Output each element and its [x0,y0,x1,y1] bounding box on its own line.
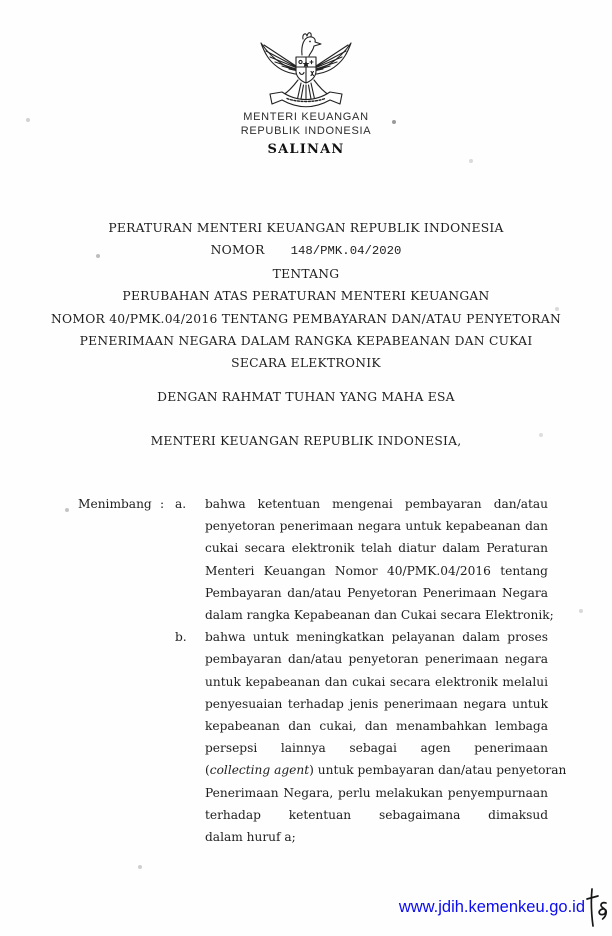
ministry-name-line2: REPUBLIK INDONESIA [240,124,372,137]
handwritten-mark [581,886,611,930]
tentang-label: TENTANG [272,266,340,281]
garuda-pancasila-emblem [257,31,355,108]
jdih-watermark-link[interactable]: www.jdih.kemenkeu.go.id [398,898,585,916]
text-line: Pembayaran dan/atau Penyetoran Penerimaan Negara [205,585,548,600]
text-line: penyesuaian terhadap jenis penerimaan negara untuk [205,696,548,711]
text-line: kepabeanan dan cukai, dan menambahkan lembaga [205,719,548,734]
text-line: terhadap ketentuan sebagaimana dimaksud [205,807,548,822]
nomor-value: 148/PMK.04/2020 [290,244,402,259]
text-line: bahwa ketentuan mengenai pembayaran dan/atau [205,497,548,511]
text-line-italic [205,759,567,781]
text-line: Menteri Keuangan Nomor 40/PMK.04/2016 tentang [205,563,548,578]
paren-open: ( [205,763,210,778]
subject-line: PERUBAHAN ATAS PERATURAN MENTERI KEUANGAN [122,289,490,304]
text-line: persepsi lainnya sebagai agen penerimaan [205,741,548,756]
authority-line: MENTERI KEUANGAN REPUBLIK INDONESIA, [150,434,462,448]
ministry-name-line1: MENTERI KEUANGAN [243,111,369,123]
ministry-letterhead [0,111,612,138]
line-remainder: ) untuk pembayaran dan/atau penyetoran [309,763,567,778]
regulation-title [0,217,612,375]
copy-stamp: SALINAN [267,142,345,157]
menimbang-section [78,493,567,848]
menimbang-items [175,493,567,848]
item-text [205,493,554,626]
text-line: Penerimaan Negara, perlu melakukan penyempurnaan [205,785,548,800]
menimbang-colon: : [160,497,165,511]
menimbang-label: Menimbang [78,497,152,511]
menimbang-item-a [175,493,554,626]
subject-line: PENERIMAAN NEGARA DALAM RANGKA KEPABEANAN DAN CUKAI [79,334,533,349]
text-line: untuk kepabeanan dan cukai secara elektronik melalui [205,674,548,689]
italic-term: collecting agent [209,763,310,778]
text-line: penyetoran penerimaan negara untuk kepabeanan dan [205,519,548,534]
text-line: bahwa untuk meningkatkan pelayanan dalam proses [205,630,548,645]
menimbang-item-b [175,626,567,848]
subject-line: SECARA ELEKTRONIK [231,356,381,371]
scan-noise [0,0,2,2]
item-text [205,626,567,848]
nomor-line [0,239,612,262]
invocation-line: DENGAN RAHMAT TUHAN YANG MAHA ESA [157,390,455,404]
subject-line: NOMOR 40/PMK.04/2016 TENTANG PEMBAYARAN DAN/ATAU PENYETORAN [51,311,561,326]
item-letter: a. [175,497,187,511]
nomor-label: NOMOR [210,243,265,258]
item-letter: b. [175,630,187,645]
text-line: pembayaran dan/atau penyetoran penerimaan negara [205,652,548,667]
text-line: dalam rangka Kepabeanan dan Cukai secara Elektronik; [205,608,554,623]
text-line: cukai secara elektronik telah diatur dalam Peraturan [205,541,548,556]
text-line: dalam huruf a; [205,830,296,845]
regulation-title-line: PERATURAN MENTERI KEUANGAN REPUBLIK INDONESIA [108,221,504,235]
